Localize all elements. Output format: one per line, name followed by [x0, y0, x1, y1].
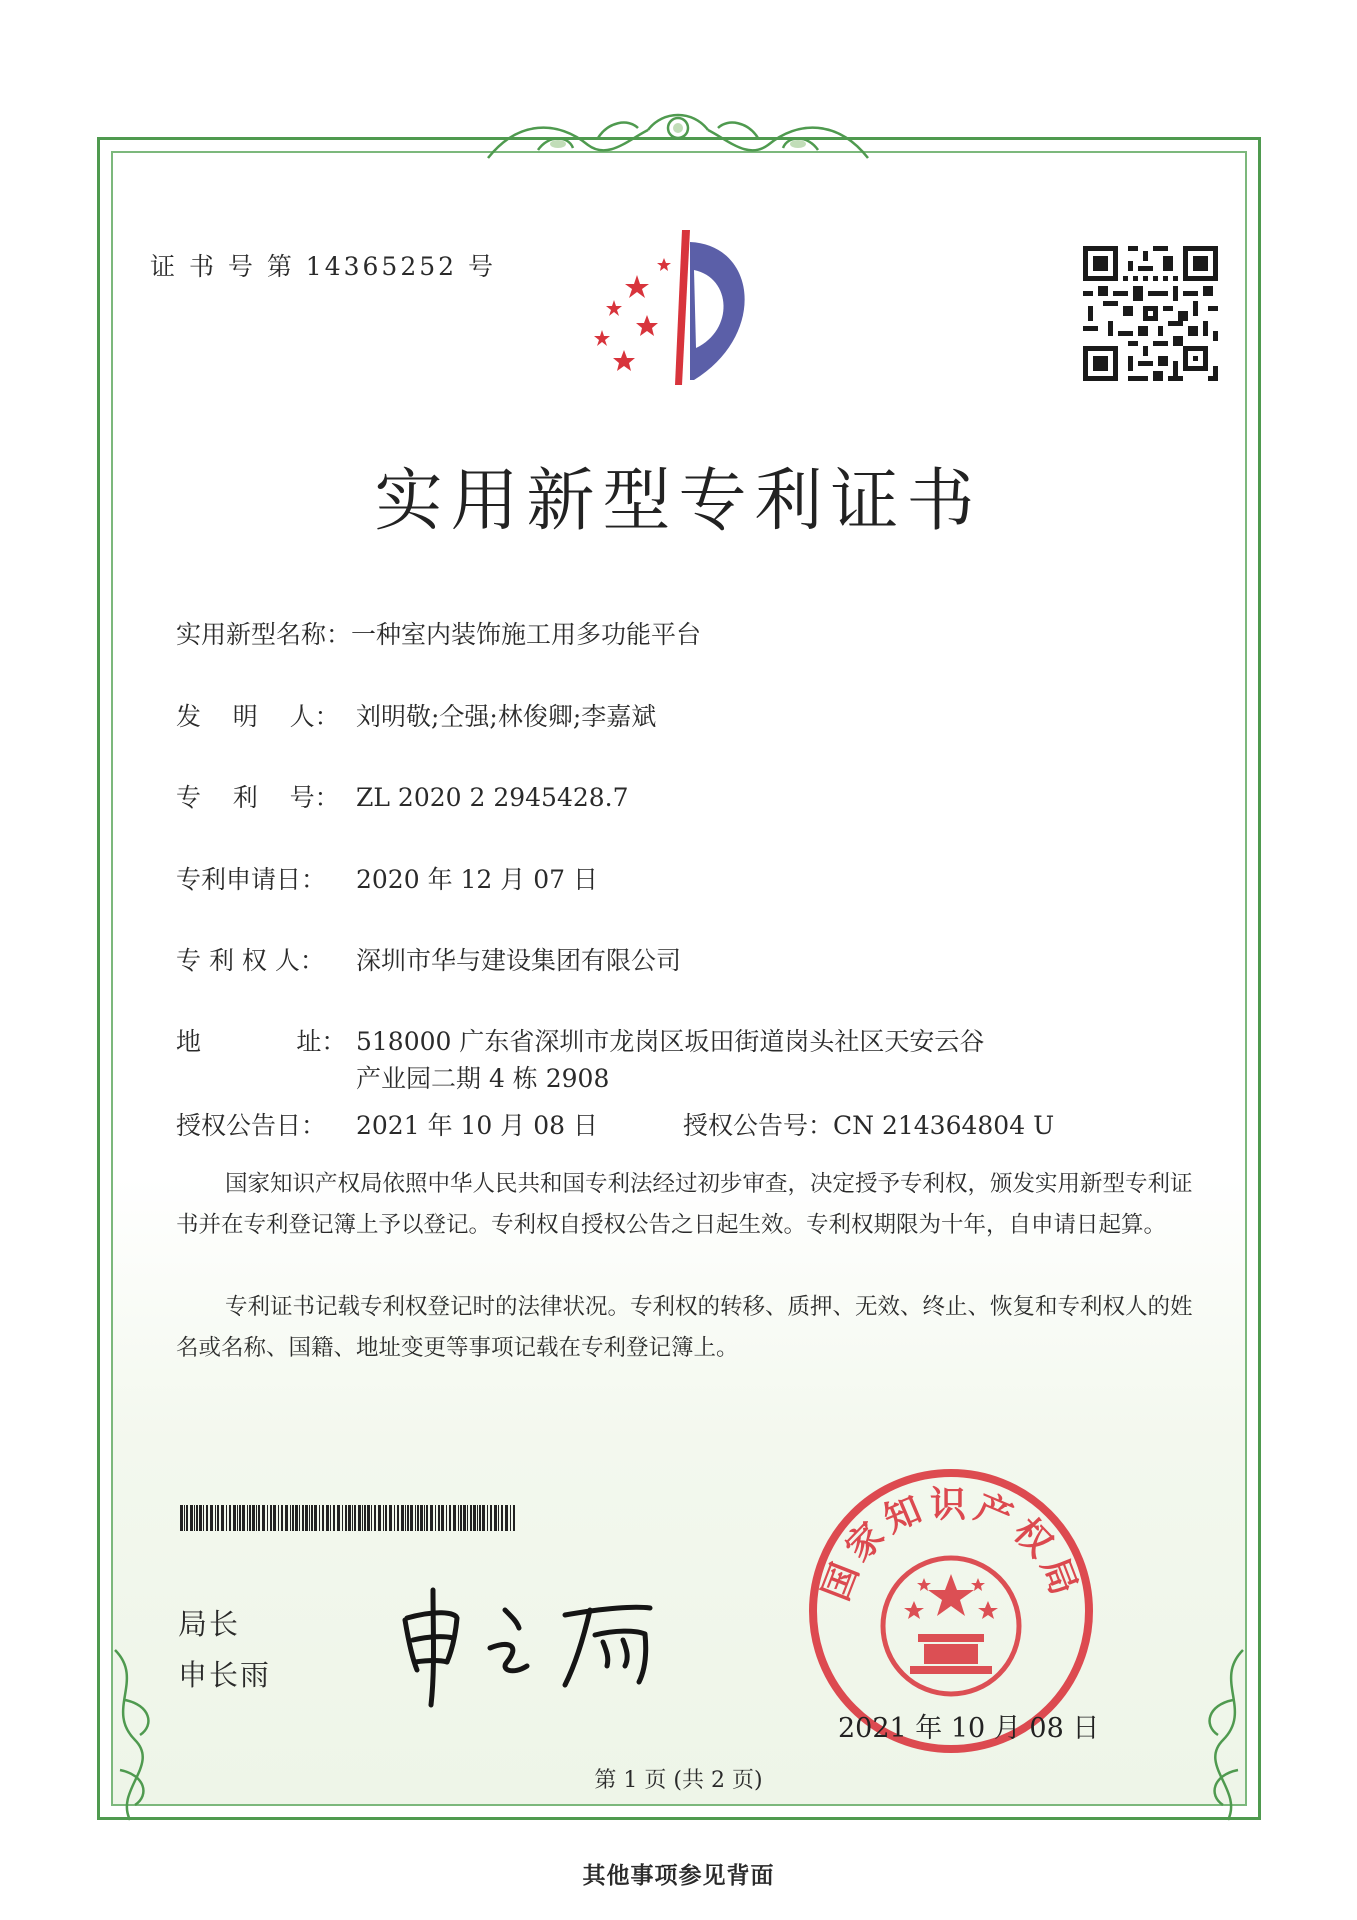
back-side-note: 其他事项参见背面	[582, 1862, 775, 1889]
barcode-bar	[281, 1505, 283, 1531]
barcode-bar	[446, 1505, 447, 1531]
barcode-bar	[221, 1505, 224, 1531]
barcode-bar	[470, 1505, 472, 1531]
barcode-bar	[190, 1505, 193, 1531]
certificate-number: 证 书 号 第 14365252 号	[150, 252, 496, 281]
seal-date: 2021 年 10 月 08 日	[838, 1713, 1100, 1744]
barcode-bar	[249, 1505, 251, 1531]
barcode	[180, 1505, 518, 1531]
field-value: ZL 2020 2 2945428.7	[356, 783, 629, 812]
field-value: 深圳市华与建设集团有限公司	[356, 946, 682, 975]
barcode-bar	[410, 1505, 413, 1531]
field-value: 518000 广东省深圳市龙岗区坂田街道岗头社区天安云谷	[356, 1027, 985, 1056]
barcode-bar	[438, 1505, 440, 1531]
barcode-bar	[477, 1505, 478, 1531]
barcode-bar	[290, 1505, 291, 1531]
barcode-bar	[441, 1505, 444, 1531]
barcode-bar	[267, 1505, 268, 1531]
barcode-bar	[494, 1505, 497, 1531]
barcode-bar	[348, 1505, 351, 1531]
barcode-bar	[194, 1505, 195, 1531]
barcode-bar	[186, 1505, 188, 1531]
barcode-bar	[364, 1505, 366, 1531]
barcode-bar	[252, 1505, 255, 1531]
barcode-bar	[229, 1505, 231, 1531]
barcode-bar	[389, 1505, 392, 1531]
barcode-bar	[285, 1505, 288, 1531]
barcode-bar	[239, 1505, 241, 1531]
barcode-bar	[237, 1505, 238, 1531]
barcode-bar	[354, 1505, 356, 1531]
field-value: 2020 年 12 月 07 日	[356, 865, 598, 894]
field-address	[176, 1022, 984, 1058]
barcode-bar	[383, 1505, 384, 1531]
barcode-bar	[490, 1505, 492, 1531]
barcode-bar	[270, 1505, 272, 1531]
field-inventor	[176, 697, 656, 733]
barcode-bar	[322, 1505, 324, 1531]
barcode-bar	[385, 1505, 387, 1531]
barcode-bar	[415, 1505, 416, 1531]
field-label: 专 利 号：	[176, 783, 340, 812]
field-patent-number	[176, 778, 629, 814]
barcode-bar	[311, 1505, 313, 1531]
certificate-title: 实用新型专利证书	[374, 462, 983, 541]
barcode-bar	[405, 1505, 406, 1531]
field-address-line2: 产业园二期 4 栋 2908	[356, 1064, 610, 1093]
barcode-bar	[374, 1505, 376, 1531]
barcode-bar	[203, 1505, 204, 1531]
barcode-bar	[184, 1505, 185, 1531]
barcode-bar	[426, 1505, 428, 1531]
barcode-bar	[460, 1505, 462, 1531]
barcode-bar	[278, 1505, 279, 1531]
field-label: 授权公告日：	[176, 1111, 327, 1140]
barcode-bar	[473, 1505, 476, 1531]
body-paragraph-1: 国家知识产权局依照中华人民共和国专利法经过初步审查，决定授予专利权，颁发实用新型专利证书并在专利登记簿上予以登记。专利权自授权公告之日起生效。专利权期限为十年，自申请日起算。	[176, 1171, 1193, 1238]
barcode-bar	[314, 1505, 317, 1531]
barcode-bar	[210, 1505, 213, 1531]
barcode-bar	[420, 1505, 423, 1531]
field-utility-model-name	[176, 615, 701, 651]
barcode-bar	[242, 1505, 245, 1531]
body-paragraph-2: 专利证书记载专利权登记时的法律状况。专利权的转移、质押、无效、终止、恢复和专利权人的姓名或名称、国籍、地址变更等事项记载在专利登记簿上。	[176, 1294, 1193, 1361]
field-label: 地 址：	[176, 1027, 347, 1056]
barcode-bar	[352, 1505, 353, 1531]
barcode-bar	[330, 1505, 331, 1531]
barcode-bar	[463, 1505, 466, 1531]
top-ornament	[478, 100, 878, 168]
field-announcement-date	[176, 1106, 598, 1142]
barcode-bar	[505, 1505, 508, 1531]
bottom-left-ornament	[95, 1640, 175, 1830]
barcode-bar	[217, 1505, 219, 1531]
barcode-bar	[215, 1505, 216, 1531]
barcode-bar	[345, 1505, 347, 1531]
barcode-bar	[378, 1505, 381, 1531]
field-value: 2021 年 10 月 08 日	[356, 1111, 598, 1140]
barcode-bar	[417, 1505, 419, 1531]
barcode-bar	[342, 1505, 343, 1531]
signatory-name: 申长雨	[178, 1658, 272, 1692]
barcode-bar	[326, 1505, 329, 1531]
barcode-bar	[337, 1505, 340, 1531]
barcode-bar	[262, 1505, 265, 1531]
barcode-bar	[333, 1505, 335, 1531]
barcode-bar	[430, 1505, 433, 1531]
handwritten-signature	[395, 1570, 695, 1710]
bottom-right-ornament	[1183, 1640, 1263, 1830]
barcode-bar	[258, 1505, 260, 1531]
barcode-bar	[247, 1505, 248, 1531]
cnipa-logo-icon	[582, 230, 782, 390]
page-number: 第 1 页 (共 2 页)	[594, 1768, 763, 1793]
barcode-bar	[394, 1505, 395, 1531]
barcode-bar	[407, 1505, 409, 1531]
barcode-bar	[319, 1505, 320, 1531]
field-label: 授权公告号：	[683, 1111, 834, 1140]
barcode-bar	[482, 1505, 485, 1531]
barcode-bar	[453, 1505, 456, 1531]
field-label: 发 明 人：	[176, 702, 340, 731]
field-label: 专利申请日：	[176, 865, 327, 894]
barcode-bar	[273, 1505, 276, 1531]
barcode-bar	[295, 1505, 298, 1531]
barcode-bar	[371, 1505, 372, 1531]
signatory-title: 局长	[178, 1607, 241, 1641]
barcode-bar	[449, 1505, 451, 1531]
barcode-bar	[309, 1505, 310, 1531]
barcode-bar	[292, 1505, 294, 1531]
barcode-bar	[226, 1505, 227, 1531]
barcode-bar	[401, 1505, 404, 1531]
svg-text:国家知识产权局: 国家知识产权局	[815, 1484, 1087, 1607]
field-value: 刘明敬;仝强;林俊卿;李嘉斌	[356, 702, 657, 731]
barcode-bar	[467, 1505, 468, 1531]
barcode-bar	[424, 1505, 425, 1531]
barcode-bar	[367, 1505, 370, 1531]
barcode-bar	[458, 1505, 459, 1531]
barcode-bar	[479, 1505, 481, 1531]
barcode-bar	[302, 1505, 304, 1531]
field-value: CN 214364804 U	[833, 1111, 1055, 1140]
barcode-bar	[510, 1505, 511, 1531]
barcode-bar	[362, 1505, 363, 1531]
barcode-bar	[305, 1505, 308, 1531]
field-patentee	[176, 941, 681, 977]
barcode-bar	[299, 1505, 300, 1531]
barcode-bar	[501, 1505, 503, 1531]
barcode-bar	[180, 1505, 183, 1531]
barcode-bar	[233, 1505, 236, 1531]
barcode-bar	[206, 1505, 208, 1531]
field-label: 实用新型名称：	[176, 620, 352, 649]
field-announcement-number	[683, 1106, 1054, 1142]
barcode-bar	[487, 1505, 488, 1531]
field-value: 一种室内装饰施工用多功能平台	[351, 620, 702, 649]
barcode-bar	[397, 1505, 399, 1531]
qr-code	[1083, 246, 1218, 381]
field-label: 专 利 权 人：	[176, 946, 325, 975]
barcode-bar	[513, 1505, 515, 1531]
barcode-bar	[196, 1505, 198, 1531]
barcode-bar	[358, 1505, 361, 1531]
barcode-bar	[256, 1505, 257, 1531]
barcode-bar	[498, 1505, 499, 1531]
barcode-bar	[435, 1505, 436, 1531]
barcode-bar	[199, 1505, 202, 1531]
field-application-date	[176, 860, 598, 896]
